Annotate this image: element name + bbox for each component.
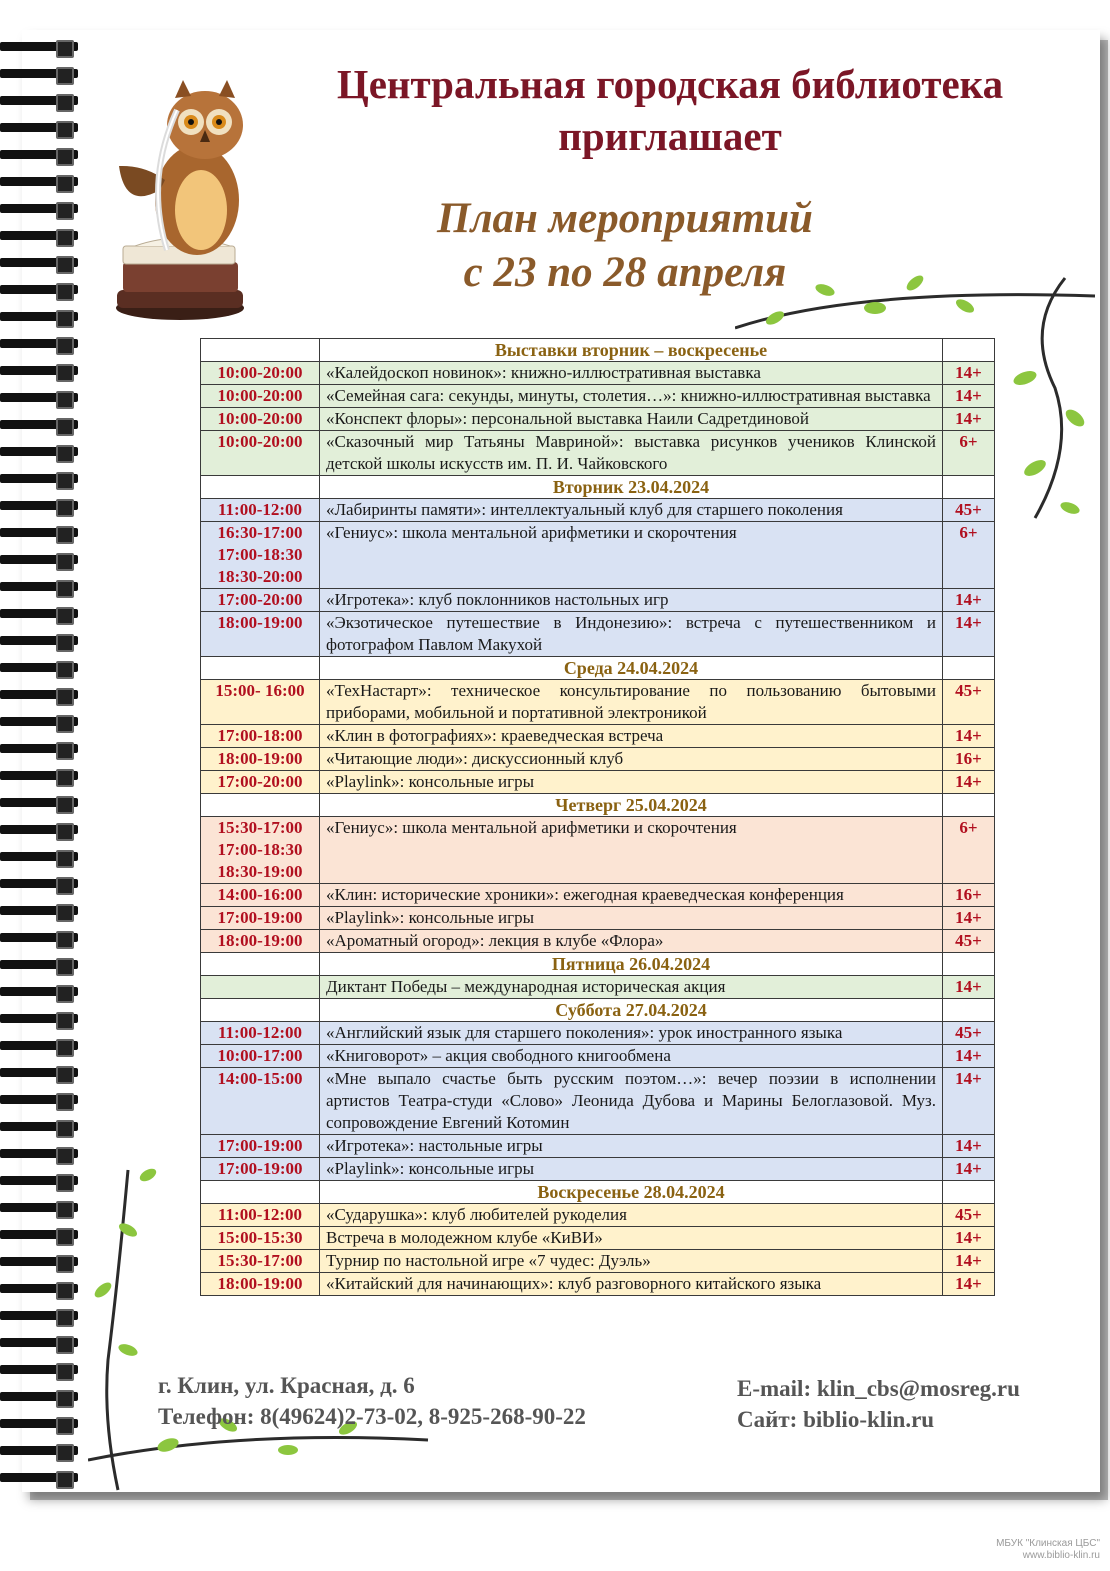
notebook-spiral-binding bbox=[0, 40, 80, 1500]
ring-hole bbox=[56, 364, 74, 382]
event-time: 17:00-20:00 bbox=[201, 589, 320, 612]
ring-hole bbox=[56, 1390, 74, 1408]
event-time: 18:00-19:00 bbox=[201, 1273, 320, 1296]
watermark-line-2: www.biblio-klin.ru bbox=[1022, 1550, 1100, 1561]
ring-hole bbox=[56, 958, 74, 976]
ring-hole bbox=[56, 1444, 74, 1462]
spiral-ring-icon bbox=[0, 94, 78, 110]
watermark bbox=[960, 1538, 1100, 1562]
event-description: «Playlink»: консольные игры bbox=[320, 771, 943, 794]
spiral-ring-icon bbox=[0, 634, 78, 650]
spiral-ring-icon bbox=[0, 1390, 78, 1406]
event-age-rating: 14+ bbox=[943, 408, 995, 431]
event-row bbox=[201, 1227, 995, 1250]
spiral-ring-icon bbox=[0, 1093, 78, 1109]
event-description: «Лабиринты памяти»: интеллектуальный клуб для старшего поколения bbox=[320, 499, 943, 522]
event-row bbox=[201, 1045, 995, 1068]
event-age-rating: 14+ bbox=[943, 1227, 995, 1250]
ring-hole bbox=[56, 1093, 74, 1111]
spiral-ring-icon bbox=[0, 1174, 78, 1190]
event-time: 18:00-19:00 bbox=[201, 748, 320, 771]
event-description: «ТехНастарт»: техническое консультирование по пользованию бытовыми приборами, мобильной и портативной электроникой bbox=[320, 680, 943, 725]
event-row bbox=[201, 1250, 995, 1273]
ring-hole bbox=[56, 634, 74, 652]
spiral-ring-icon bbox=[0, 148, 78, 164]
ring-hole bbox=[56, 1012, 74, 1030]
event-time: 10:00-20:00 bbox=[201, 408, 320, 431]
event-time: 17:00-19:00 bbox=[201, 1158, 320, 1181]
ring-hole bbox=[56, 1282, 74, 1300]
spiral-ring-icon bbox=[0, 1228, 78, 1244]
ring-hole bbox=[56, 1147, 74, 1165]
heading-empty-cell bbox=[943, 657, 995, 680]
ring-hole bbox=[56, 40, 74, 58]
event-description: «Playlink»: консольные игры bbox=[320, 907, 943, 930]
section-heading: Четверг 25.04.2024 bbox=[320, 794, 943, 817]
event-row bbox=[201, 907, 995, 930]
event-description: «Гениус»: школа ментальной арифметики и скорочтения bbox=[320, 817, 943, 884]
section-heading-row bbox=[201, 657, 995, 680]
event-row bbox=[201, 884, 995, 907]
event-row bbox=[201, 725, 995, 748]
spiral-ring-icon bbox=[0, 175, 78, 191]
event-row bbox=[201, 1204, 995, 1227]
event-age-rating: 14+ bbox=[943, 1273, 995, 1296]
event-description: «Калейдоскоп новинок»: книжно-иллюстративная выставка bbox=[320, 362, 943, 385]
event-row bbox=[201, 817, 995, 884]
section-heading-row bbox=[201, 999, 995, 1022]
event-time: 15:00- 16:00 bbox=[201, 680, 320, 725]
ring-hole bbox=[56, 526, 74, 544]
spiral-ring-icon bbox=[0, 823, 78, 839]
event-age-rating: 14+ bbox=[943, 612, 995, 657]
watermark-line-1: МБУК "Клинская ЦБС" bbox=[996, 1538, 1100, 1549]
ring-hole bbox=[56, 1174, 74, 1192]
spiral-ring-icon bbox=[0, 607, 78, 623]
spiral-ring-icon bbox=[0, 958, 78, 974]
spiral-ring-icon bbox=[0, 229, 78, 245]
section-heading-row bbox=[201, 794, 995, 817]
spiral-ring-icon bbox=[0, 310, 78, 326]
event-row bbox=[201, 976, 995, 999]
ring-hole bbox=[56, 877, 74, 895]
page-title bbox=[260, 58, 1080, 162]
ring-hole bbox=[56, 931, 74, 949]
section-heading-row bbox=[201, 476, 995, 499]
event-description: «Экзотическое путешествие в Индонезию»: встреча с путешественником и фотографом Павлом Макухой bbox=[320, 612, 943, 657]
spiral-ring-icon bbox=[0, 364, 78, 380]
spiral-ring-icon bbox=[0, 661, 78, 677]
ring-hole bbox=[56, 418, 74, 436]
spiral-ring-icon bbox=[0, 1471, 78, 1487]
event-description: «Сказочный мир Татьяны Мавриной»: выставка рисунков учеников Клинской детской школы искусств им. П. И. Чайковского bbox=[320, 431, 943, 476]
ring-hole bbox=[56, 1201, 74, 1219]
spiral-ring-icon bbox=[0, 526, 78, 542]
event-time: 10:00-20:00 bbox=[201, 362, 320, 385]
ring-hole bbox=[56, 985, 74, 1003]
event-row bbox=[201, 408, 995, 431]
spiral-ring-icon bbox=[0, 688, 78, 704]
spiral-ring-icon bbox=[0, 1417, 78, 1433]
event-description: «Playlink»: консольные игры bbox=[320, 1158, 943, 1181]
spiral-ring-icon bbox=[0, 796, 78, 812]
subtitle-line-1: План мероприятий bbox=[437, 195, 813, 242]
spiral-ring-icon bbox=[0, 931, 78, 947]
ring-hole bbox=[56, 1066, 74, 1084]
event-age-rating: 14+ bbox=[943, 589, 995, 612]
subtitle-line-2: с 23 по 28 апреля bbox=[463, 249, 787, 296]
heading-empty-cell bbox=[943, 999, 995, 1022]
spiral-ring-icon bbox=[0, 418, 78, 434]
spiral-ring-icon bbox=[0, 850, 78, 866]
heading-empty-cell bbox=[943, 794, 995, 817]
ring-hole bbox=[56, 256, 74, 274]
section-heading: Воскресенье 28.04.2024 bbox=[320, 1181, 943, 1204]
heading-empty-cell bbox=[201, 339, 320, 362]
ring-hole bbox=[56, 850, 74, 868]
event-row bbox=[201, 589, 995, 612]
spiral-ring-icon bbox=[0, 877, 78, 893]
spiral-ring-icon bbox=[0, 985, 78, 1001]
ring-hole bbox=[56, 1417, 74, 1435]
heading-empty-cell bbox=[201, 657, 320, 680]
ring-hole bbox=[56, 94, 74, 112]
event-description: Турнир по настольной игре «7 чудес: Дуэль» bbox=[320, 1250, 943, 1273]
event-row bbox=[201, 771, 995, 794]
event-description: «Конспект флоры»: персональной выставка Наили Садретдиновой bbox=[320, 408, 943, 431]
phone-text: Телефон: 8(49624)2-73-02, 8-925-268-90-22 bbox=[158, 1404, 586, 1429]
owl-icon bbox=[105, 70, 255, 320]
spiral-ring-icon bbox=[0, 1120, 78, 1136]
event-description: «Книговорот» – акция свободного книгообмена bbox=[320, 1045, 943, 1068]
event-time: 17:00-19:00 bbox=[201, 1135, 320, 1158]
event-row bbox=[201, 1135, 995, 1158]
ring-hole bbox=[56, 796, 74, 814]
ring-hole bbox=[56, 1120, 74, 1138]
event-age-rating: 14+ bbox=[943, 1158, 995, 1181]
title-line-2: приглашает bbox=[558, 113, 782, 159]
contacts-address-block bbox=[158, 1370, 586, 1432]
spiral-ring-icon bbox=[0, 40, 78, 56]
ring-hole bbox=[56, 553, 74, 571]
event-description: «Клин: исторические хроники»: ежегодная краеведческая конференция bbox=[320, 884, 943, 907]
spiral-ring-icon bbox=[0, 769, 78, 785]
section-heading: Выставки вторник – воскресенье bbox=[320, 339, 943, 362]
section-heading-row bbox=[201, 953, 995, 976]
ring-hole bbox=[56, 337, 74, 355]
event-time: 14:00-16:00 bbox=[201, 884, 320, 907]
spiral-ring-icon bbox=[0, 1039, 78, 1055]
event-row bbox=[201, 1158, 995, 1181]
ring-hole bbox=[56, 1363, 74, 1381]
ring-hole bbox=[56, 391, 74, 409]
event-time: 18:00-19:00 bbox=[201, 930, 320, 953]
ring-hole bbox=[56, 607, 74, 625]
event-time: 14:00-15:00 bbox=[201, 1068, 320, 1135]
spiral-ring-icon bbox=[0, 283, 78, 299]
event-age-rating: 14+ bbox=[943, 385, 995, 408]
event-age-rating: 45+ bbox=[943, 1204, 995, 1227]
event-description: «Гениус»: школа ментальной арифметики и скорочтения bbox=[320, 522, 943, 589]
event-time: 10:00-20:00 bbox=[201, 385, 320, 408]
section-heading: Пятница 26.04.2024 bbox=[320, 953, 943, 976]
event-age-rating: 16+ bbox=[943, 884, 995, 907]
event-row bbox=[201, 612, 995, 657]
event-age-rating: 14+ bbox=[943, 362, 995, 385]
event-age-rating: 14+ bbox=[943, 1045, 995, 1068]
ring-hole bbox=[56, 1228, 74, 1246]
event-description: «Ароматный огород»: лекция в клубе «Флора» bbox=[320, 930, 943, 953]
ring-hole bbox=[56, 1471, 74, 1489]
email-text: E-mail: klin_cbs@mosreg.ru bbox=[737, 1376, 1020, 1401]
event-time: 10:00-20:00 bbox=[201, 431, 320, 476]
contacts-online-block bbox=[737, 1373, 1020, 1435]
spiral-ring-icon bbox=[0, 1255, 78, 1271]
events-schedule-table bbox=[200, 338, 995, 1296]
heading-empty-cell bbox=[943, 476, 995, 499]
ring-hole bbox=[56, 715, 74, 733]
event-description: Встреча в молодежном клубе «КиВИ» bbox=[320, 1227, 943, 1250]
event-time: 11:00-12:00 bbox=[201, 499, 320, 522]
event-age-rating: 45+ bbox=[943, 680, 995, 725]
event-description: «Читающие люди»: дискуссионный клуб bbox=[320, 748, 943, 771]
ring-hole bbox=[56, 67, 74, 85]
event-time: 10:00-17:00 bbox=[201, 1045, 320, 1068]
event-description: «Клин в фотографиях»: краеведческая встреча bbox=[320, 725, 943, 748]
ring-hole bbox=[56, 175, 74, 193]
event-row bbox=[201, 1022, 995, 1045]
address-text: г. Клин, ул. Красная, д. 6 bbox=[158, 1373, 415, 1398]
spiral-ring-icon bbox=[0, 67, 78, 83]
section-heading: Вторник 23.04.2024 bbox=[320, 476, 943, 499]
spiral-ring-icon bbox=[0, 1066, 78, 1082]
spiral-ring-icon bbox=[0, 1012, 78, 1028]
section-heading-row bbox=[201, 339, 995, 362]
event-age-rating: 6+ bbox=[943, 431, 995, 476]
event-description: «Английский язык для старшего поколения»: урок иностранного языка bbox=[320, 1022, 943, 1045]
event-row bbox=[201, 499, 995, 522]
spiral-ring-icon bbox=[0, 553, 78, 569]
spiral-ring-icon bbox=[0, 1336, 78, 1352]
event-age-rating: 14+ bbox=[943, 976, 995, 999]
event-time: 15:30-17:00 bbox=[201, 1250, 320, 1273]
event-description: «Сударушка»: клуб любителей рукоделия bbox=[320, 1204, 943, 1227]
spiral-ring-icon bbox=[0, 1363, 78, 1379]
ring-hole bbox=[56, 1309, 74, 1327]
event-time: 17:00-20:00 bbox=[201, 771, 320, 794]
event-description: Диктант Победы – международная историческая акция bbox=[320, 976, 943, 999]
event-age-rating: 14+ bbox=[943, 1250, 995, 1273]
spiral-ring-icon bbox=[0, 1309, 78, 1325]
site-text: Сайт: biblio-klin.ru bbox=[737, 1407, 935, 1432]
event-description: «Китайский для начинающих»: клуб разговорного китайского языка bbox=[320, 1273, 943, 1296]
event-row bbox=[201, 431, 995, 476]
spiral-ring-icon bbox=[0, 1444, 78, 1460]
event-time: 16:30-17:00 17:00-18:30 18:30-20:00 bbox=[201, 522, 320, 589]
event-row bbox=[201, 930, 995, 953]
spiral-ring-icon bbox=[0, 121, 78, 137]
event-age-rating: 6+ bbox=[943, 522, 995, 589]
event-age-rating: 6+ bbox=[943, 817, 995, 884]
ring-hole bbox=[56, 580, 74, 598]
spiral-ring-icon bbox=[0, 391, 78, 407]
heading-empty-cell bbox=[201, 476, 320, 499]
spiral-ring-icon bbox=[0, 904, 78, 920]
event-time bbox=[201, 976, 320, 999]
ring-hole bbox=[56, 1336, 74, 1354]
ring-hole bbox=[56, 769, 74, 787]
section-heading-row bbox=[201, 1181, 995, 1204]
event-row bbox=[201, 1273, 995, 1296]
event-age-rating: 45+ bbox=[943, 499, 995, 522]
event-age-rating: 16+ bbox=[943, 748, 995, 771]
heading-empty-cell bbox=[943, 953, 995, 976]
spiral-ring-icon bbox=[0, 1147, 78, 1163]
ring-hole bbox=[56, 472, 74, 490]
event-time: 11:00-12:00 bbox=[201, 1022, 320, 1045]
heading-empty-cell bbox=[943, 1181, 995, 1204]
ring-hole bbox=[56, 283, 74, 301]
ring-hole bbox=[56, 229, 74, 247]
heading-empty-cell bbox=[943, 339, 995, 362]
spiral-ring-icon bbox=[0, 445, 78, 461]
heading-empty-cell bbox=[201, 794, 320, 817]
ring-hole bbox=[56, 742, 74, 760]
spiral-ring-icon bbox=[0, 499, 78, 515]
event-age-rating: 14+ bbox=[943, 725, 995, 748]
ring-hole bbox=[56, 148, 74, 166]
title-line-1: Центральная городская библиотека bbox=[336, 61, 1004, 107]
event-time: 17:00-19:00 bbox=[201, 907, 320, 930]
spiral-ring-icon bbox=[0, 256, 78, 272]
ring-hole bbox=[56, 1039, 74, 1057]
event-row bbox=[201, 1068, 995, 1135]
event-row bbox=[201, 748, 995, 771]
section-heading: Суббота 27.04.2024 bbox=[320, 999, 943, 1022]
ring-hole bbox=[56, 688, 74, 706]
event-age-rating: 45+ bbox=[943, 930, 995, 953]
event-description: «Семейная сага: секунды, минуты, столетия…»: книжно-иллюстративная выставка bbox=[320, 385, 943, 408]
event-row bbox=[201, 680, 995, 725]
event-time: 15:30-17:00 17:00-18:30 18:30-19:00 bbox=[201, 817, 320, 884]
page-subtitle bbox=[300, 192, 950, 300]
ring-hole bbox=[56, 499, 74, 517]
heading-empty-cell bbox=[201, 953, 320, 976]
spiral-ring-icon bbox=[0, 337, 78, 353]
event-description: «Игротека»: клуб поклонников настольных игр bbox=[320, 589, 943, 612]
spiral-ring-icon bbox=[0, 580, 78, 596]
ring-hole bbox=[56, 661, 74, 679]
event-description: «Игротека»: настольные игры bbox=[320, 1135, 943, 1158]
spiral-ring-icon bbox=[0, 1282, 78, 1298]
event-description: «Мне выпало счастье быть русским поэтом…»: вечер поэзии в исполнении артистов Театра-студи «Слово» Леонида Дубова и Марины Белоглазовой. Муз. сопровождение Евгений Котомин bbox=[320, 1068, 943, 1135]
event-row bbox=[201, 522, 995, 589]
event-time: 15:00-15:30 bbox=[201, 1227, 320, 1250]
ring-hole bbox=[56, 823, 74, 841]
ring-hole bbox=[56, 202, 74, 220]
event-row bbox=[201, 362, 995, 385]
event-age-rating: 45+ bbox=[943, 1022, 995, 1045]
heading-empty-cell bbox=[201, 1181, 320, 1204]
ring-hole bbox=[56, 445, 74, 463]
spiral-ring-icon bbox=[0, 1201, 78, 1217]
event-age-rating: 14+ bbox=[943, 907, 995, 930]
event-row bbox=[201, 385, 995, 408]
heading-empty-cell bbox=[201, 999, 320, 1022]
ring-hole bbox=[56, 904, 74, 922]
event-time: 11:00-12:00 bbox=[201, 1204, 320, 1227]
event-age-rating: 14+ bbox=[943, 771, 995, 794]
event-age-rating: 14+ bbox=[943, 1068, 995, 1135]
section-heading: Среда 24.04.2024 bbox=[320, 657, 943, 680]
event-age-rating: 14+ bbox=[943, 1135, 995, 1158]
spiral-ring-icon bbox=[0, 202, 78, 218]
spiral-ring-icon bbox=[0, 472, 78, 488]
spiral-ring-icon bbox=[0, 715, 78, 731]
ring-hole bbox=[56, 1255, 74, 1273]
event-time: 17:00-18:00 bbox=[201, 725, 320, 748]
ring-hole bbox=[56, 121, 74, 139]
spiral-ring-icon bbox=[0, 742, 78, 758]
ring-hole bbox=[56, 310, 74, 328]
event-time: 18:00-19:00 bbox=[201, 612, 320, 657]
